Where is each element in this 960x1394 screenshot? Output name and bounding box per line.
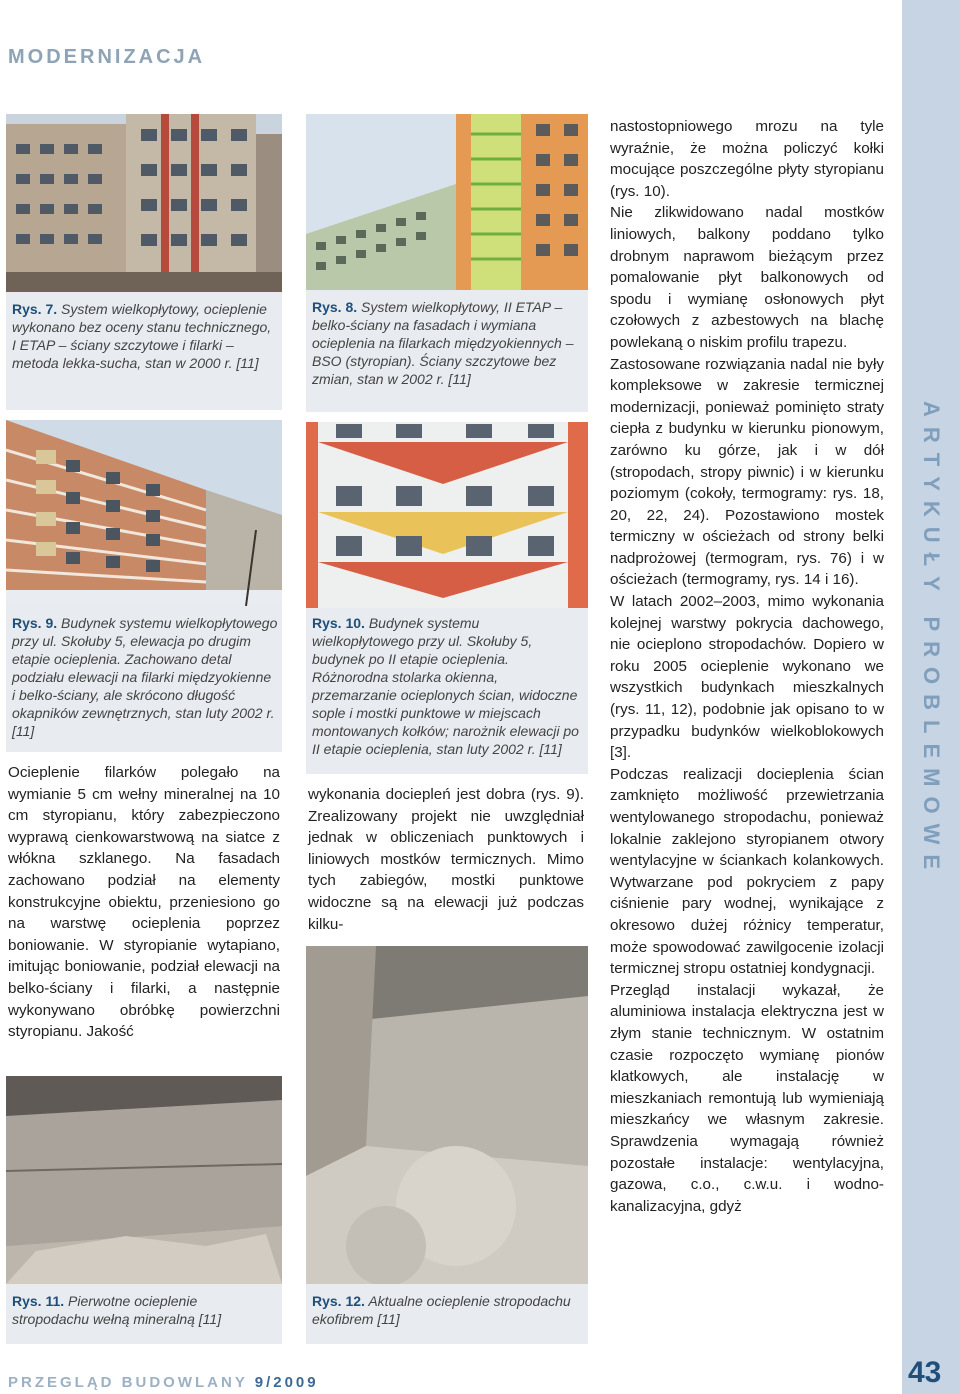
caption-text: Pierwotne ocieplenie stropodachu wełną mineralną [11] <box>12 1293 222 1327</box>
figure-rys10 <box>306 422 588 774</box>
caption-label: Rys. 8. <box>312 299 358 315</box>
figure-rys7 <box>6 114 282 410</box>
caption-text: Aktualne ocieplenie stropodachu ekofibrem [11] <box>312 1293 571 1327</box>
paragraph: nastostopniowego mrozu na tyle wyraźnie, że można policzyć kołki mocujące poszczególne płyty styropianu (rys. 10). <box>610 118 884 200</box>
caption-label: Rys. 12. <box>312 1293 365 1309</box>
paragraph: W latach 2002–2003, mimo wykonania kolejnej warstwy pokrycia dachowego, nie ocieplono stropodachów. Dopiero w roku 2005 ocieplenie wykonano we wszystkich budynkach mieszkalnych (rys. 11, 12), podobnie jak opisano to w przypadku budynków wielkoblokowych [3]. <box>610 593 884 762</box>
photo-rys8 <box>306 114 588 290</box>
caption-label: Rys. 7. <box>12 301 58 317</box>
photo-rys11 <box>6 1076 282 1284</box>
photo-rys10 <box>306 422 588 608</box>
caption-label: Rys. 11. <box>12 1293 65 1309</box>
caption-rys10 <box>312 614 584 770</box>
photo-rys9 <box>6 420 282 606</box>
caption-rys9 <box>12 614 278 748</box>
caption-text: Budynek systemu wielkopłytowego przy ul. Skołuby 5, elewacja po drugim etapie ocieplenia. Zachowano detal podziału elewacji na filarki międzyokienne i belko-ściany, ale skrócono długość okapników zewnętrznych, stan luty 2002 r. [11] <box>12 615 278 739</box>
caption-label: Rys. 9. <box>12 615 58 631</box>
journal-name: PRZEGLĄD BUDOWLANY <box>8 1374 248 1391</box>
caption-label: Rys. 10. <box>312 615 365 631</box>
body-text-col3 <box>610 116 884 1217</box>
paragraph: Podczas realizacji docieplenia ścian zamknięto możliwość przewietrzania wentylowanego stropodachu, ponieważ lokalnie zaklejono styropianem otwory wentylacyjne w ściankach kolankowych. Wytwarzane pod pokryciem z papy ciśnienie pary wodnej, wynikające z okresowo dużej różnicy temperatur, może spowodować zawilgocenie izolacji termicznej stropu ostatniej kondygnacji. <box>610 765 884 978</box>
photo-rys12 <box>306 946 588 1284</box>
paragraph: Nie zlikwidowano nadal mostków liniowych, balkony poddano tylko drobnym naprawom bieżącym przez pomalowanie płyt balkonowych od spodu i wymianę osłonowych płyt czołowych z azbestowych na blachę powlekaną o niskim profilu trapezu. <box>610 204 884 351</box>
paragraph: Przegląd instalacji wykazał, że aluminiowa instalacja elektryczna jest w złym stanie technicznym. W ostatnim czasie rozpoczęto wymianę pionów klatkowych, ale instalację w mieszkaniach remontują lub wymieniają mieszkańcy we własnym zakresie. Sprawdzenia wymagają również pozostałe instalacje: wentylacyjna, gazowa, c.o., c.w.u. i wodno-kanalizacyjna, gdyż <box>610 981 884 1215</box>
section-header: MODERNIZACJA <box>8 46 206 68</box>
caption-rys8 <box>312 298 582 408</box>
issue-number: 9/2009 <box>254 1374 319 1391</box>
figure-rys8 <box>306 114 588 412</box>
caption-rys12 <box>312 1292 584 1340</box>
body-text-col1: Ocieplenie filarków polegało na wymianie 5 cm wełny mineralnej na 10 cm styropianu, który zabezpieczono wyprawą cienkowarstwową na siatce z włókna szklanego. Na fasadach zachowano podział na elementy konstrukcyjne obiektu, przeniesiono go na warstwę ocieplenia poprzez boniowanie. W styropianie wytapiano, imitując boniowanie, podział elewacji na belko-ściany i filarki, a następnie wykonywano obróbkę powierzchni styropianu. Jakość <box>8 764 280 1041</box>
body-text-col2: wykonania dociepleń jest dobra (rys. 9). Zrealizowany projekt nie uwzględniał jednak w obliczeniach punktowych i liniowych mostków termicznych. Mimo tych zabiegów, mostki punktowe widoczne są na elewacji już podczas kilku- <box>308 786 584 933</box>
caption-text: System wielkopłytowy, II ETAP – belko-ściany na fasadach i wymiana ocieplenia na filarkach międzyokiennych – BSO (styropian). Ściany szczytowe bez zmian, stan w 2002 r. [11] <box>312 299 574 387</box>
page-number: 43 <box>908 1356 942 1389</box>
caption-text: System wielkopłytowy, ocieplenie wykonano bez oceny stanu technicznego, I ETAP – ściany szczytowe i filarki – metoda lekka-sucha, stan w 2000 r. [11] <box>12 301 272 371</box>
caption-rys11 <box>12 1292 278 1340</box>
paragraph: Zastosowane rozwiązania nadal nie były kompleksowe w zakresie termicznej modernizacji, ponieważ pominięto straty ciepła z budynku w kierunku pionowym, zarówno ku górze, jak i w dół (stropodach, stropy piwnic) i w kierunku poziomym (cokoły, termogramy: rys. 18, 20, 22, 24). Pozostawiono mostek termiczny w ościeżach od strony belki nadprożowej (termogram, rys. 76) i w ościeżach (termogramy, rys. 14 i 16). <box>610 355 884 589</box>
figure-rys11 <box>6 1076 282 1344</box>
caption-rys7 <box>12 300 276 406</box>
caption-text: Budynek systemu wielkopłytowego przy ul. Skołuby 5, budynek po II etapie ocieplenia. Różnorodna stolarka okienna, przemarzanie ocieplonych ścian, widoczne sople i mostki punktowe w miejscach montowanych kołków; narożnik elewacji po II etapie ocieplenia, stan luty 2002 r. [11] <box>312 615 579 757</box>
side-tab-label: ARTYKUŁY PROBLEMOWE <box>919 400 944 880</box>
footer <box>8 1374 319 1391</box>
figure-rys12 <box>306 946 588 1344</box>
figure-rys9 <box>6 420 282 752</box>
photo-rys7 <box>6 114 282 292</box>
